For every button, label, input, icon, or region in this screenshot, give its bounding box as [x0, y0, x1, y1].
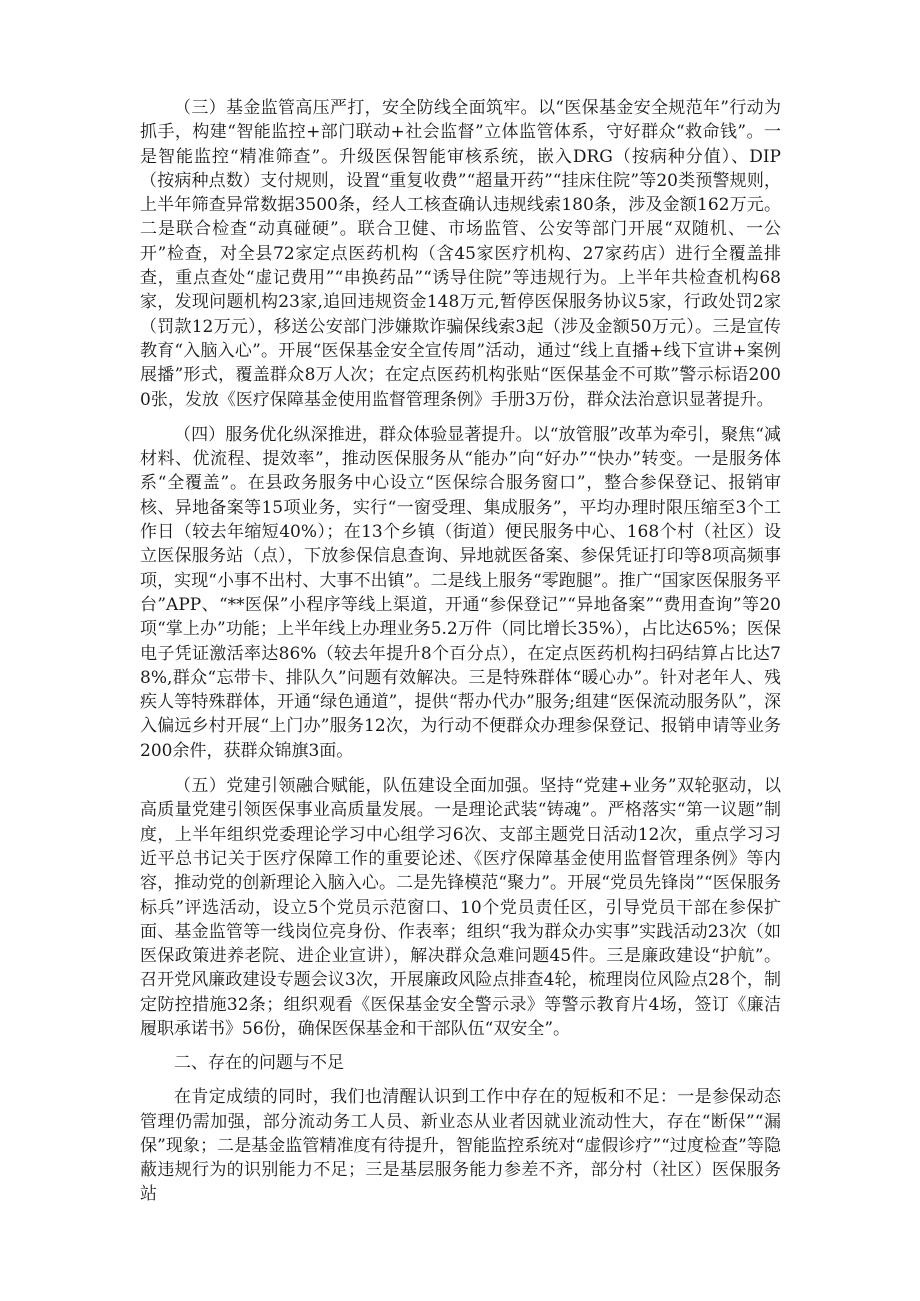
- paragraph-fund-supervision: （三）基金监管高压严打，安全防线全面筑牢。以“医保基金安全规范年”行动为抓手，构建“智能监控+部门联动+社会监督”立体监管体系，守好群众“救命钱”。一是智能监控“精准筛查”。升级医保智能审核系统，嵌入DRG（按病种分值）、DIP（按病种点数）支付规则，设置“重复收费”“超量开药”“挂床住院”等20类预警规则，上半年筛查异常数据3500条，经人工核查确认违规线索180条，涉及金额162万元。二是联合检查“动真碰硬”。联合卫健、市场监管、公安等部门开展“双随机、一公开”检查，对全县72家定点医药机构（含45家医疗机构、27家药店）进行全覆盖排查，重点查处“虚记费用”“串换药品”“诱导住院”等违规行为。上半年共检查机构68家，发现问题机构23家,追回违规资金148万元,暂停医保服务协议5家，行政处罚2家（罚款12万元），移送公安部门涉嫌欺诈骗保线索3起（涉及金额50万元）。三是宣传教育“入脑入心”。开展“医保基金安全宣传周”活动，通过“线上直播+线下宣讲+案例展播”形式，覆盖群众8万人次；在定点医药机构张贴“医保基金不可欺”警示标语2000张，发放《医疗保障基金使用监督管理条例》手册3万份，群众法治意识显著提升。: [140, 98, 781, 410]
- document-page: [140, 96, 781, 1207]
- paragraph-service-optimization: （四）服务优化纵深推进，群众体验显著提升。以“放管服”改革为牵引，聚焦“减材料、优流程、提效率”，推动医保服务从“能办”向“好办”“快办”转变。一是服务体系“全覆盖”。在县政务服务中心设立“医保综合服务窗口”，整合参保登记、报销审核、异地备案等15项业务，实行“一窗受理、集成服务”，平均办理时限压缩至3个工作日（较去年缩短40%）；在13个乡镇（街道）便民服务中心、168个村（社区）设立医保服务站（点），下放参保信息查询、异地就医备案、参保凭证打印等8项高频事项，实现“小事不出村、大事不出镇”。二是线上服务“零跑腿”。推广“国家医保服务平台”APP、“**医保”小程序等线上渠道，开通“参保登记”“异地备案”“费用查询”等20项“掌上办”功能；上半年线上办理业务5.2万件（同比增长35%），占比达65%；医保电子凭证激活率达86%（较去年提升8个百分点），在定点医药机构扫码结算占比达78%,群众“忘带卡、排队久”问题有效解决。三是特殊群体“暖心办”。针对老年人、残疾人等特殊群体，开通“绿色通道”，提供“帮办代办”服务;组建“医保流动服务队”，深入偏远乡村开展“上门办”服务12次，为行动不便群众办理参保登记、报销申请等业务200余件，获群众锦旗3面。: [140, 424, 781, 761]
- section-heading-problems: 二、存在的问题与不足: [174, 1053, 344, 1074]
- paragraph-party-building: （五）党建引领融合赋能，队伍建设全面加强。坚持“党建+业务”双轮驱动，以高质量党建引领医保事业高质量发展。一是理论武装“铸魂”。严格落实“第一议题”制度，上半年组织党委理论学习中心组学习6次、支部主题党日活动12次，重点学习习近平总书记关于医疗保障工作的重要论述、《医疗保障基金使用监督管理条例》等内容，推动党的创新理论入脑入心。二是先锋模范“聚力”。开展“党员先锋岗”“医保服务标兵”评选活动，设立5个党员示范窗口、10个党员责任区，引导党员干部在参保扩面、基金监管等一线岗位亮身份、作表率；组织“我为群众办实事”实践活动23次（如医保政策进养老院、进企业宣讲），解决群众急难问题45件。三是廉政建设“护航”。召开党风廉政建设专题会议3次，开展廉政风险点排查4轮，梳理岗位风险点28个，制定防控措施32条；组织观看《医保基金安全警示录》等警示教育片4场，签订《廉洁履职承诺书》56份，确保医保基金和干部队伍“双安全”。: [140, 776, 781, 1039]
- paragraph-shortcomings: 在肯定成绩的同时，我们也清醒认识到工作中存在的短板和不足：一是参保动态管理仍需加强，部分流动务工人员、新业态从业者因就业流动性大，存在“断保”“漏保”现象；二是基金监管精准度有待提升，智能监控系统对“虚假诊疗”“过度检查”等隐蔽违规行为的识别能力不足；三是基层服务能力参差不齐，部分村（社区）医保服务站: [140, 1087, 781, 1205]
